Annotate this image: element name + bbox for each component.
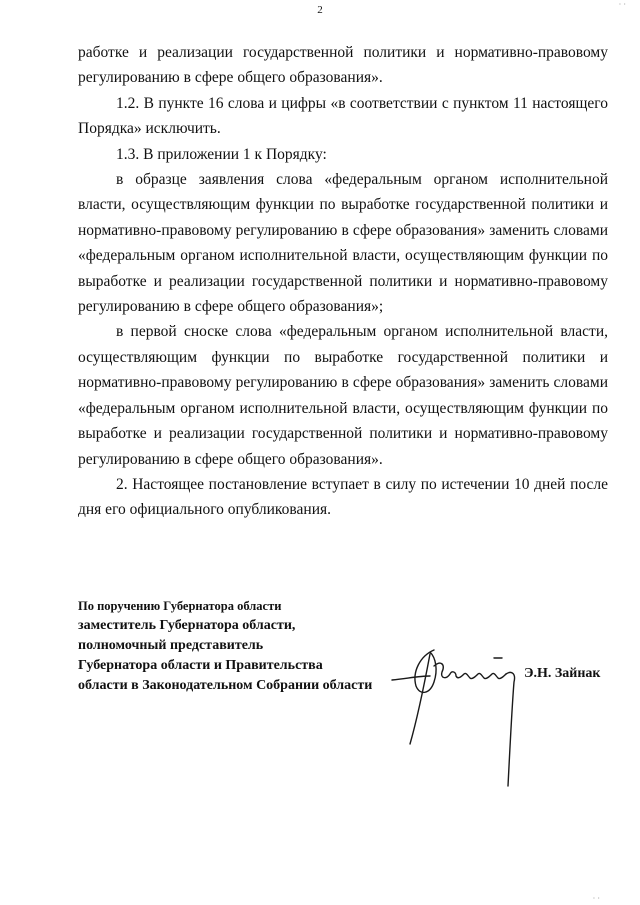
signature-position-line: полномочный представитель xyxy=(78,638,264,653)
document-body xyxy=(78,40,608,523)
signature-position-line: заместитель Губернатора области, xyxy=(78,618,296,633)
paragraph-sample-application: в образце заявления слова «федеральным органом исполнительной власти, осуществляющим функции по выработке государственной политики и нормативно-правовому регулированию в сфере образования» заменить словами «федеральным органом исполнительной власти, осуществляющим функции по выработке и реализации государственной политики и нормативно-правовому регулированию в сфере общего образования»; xyxy=(78,171,608,316)
paragraph-item-1-2: 1.2. В пункте 16 слова и цифры «в соответствии с пунктом 11 настоящего Порядка» исключить. xyxy=(78,94,608,138)
paragraph-continuation: работке и реализации государственной политики и нормативно-правовому регулированию в сфере общего образования». xyxy=(78,44,608,87)
signature-block xyxy=(78,596,378,696)
handwritten-signature xyxy=(390,636,530,796)
signature-position-line: Губернатора области и Правительства xyxy=(78,658,323,673)
signature-instruction: По поручению Губернатора области xyxy=(78,599,282,613)
scan-mark: · · xyxy=(592,894,600,903)
signature-position-line: области в Законодательном Собрании области xyxy=(78,678,373,693)
paragraph-first-footnote: в первой сноске слова «федеральным органом исполнительной власти, осуществляющим функции по выработке государственной политики и нормативно-правовому регулированию в сфере образования» заменить словами «федеральным органом исполнительной власти, осуществляющим функции по выработке и реализации государственной политики и нормативно-правовому регулированию в сфере общего образования». xyxy=(78,323,608,468)
paragraph-item-1-3: 1.3. В приложении 1 к Порядку: xyxy=(116,145,327,163)
paragraph-effective-date: 2. Настоящее постановление вступает в силу по истечении 10 дней после дня его официального опубликования. xyxy=(78,475,608,519)
signatory-name: Э.Н. Зайнак xyxy=(524,666,601,681)
scan-mark: · · xyxy=(618,0,626,9)
page-number: 2 xyxy=(317,4,323,16)
